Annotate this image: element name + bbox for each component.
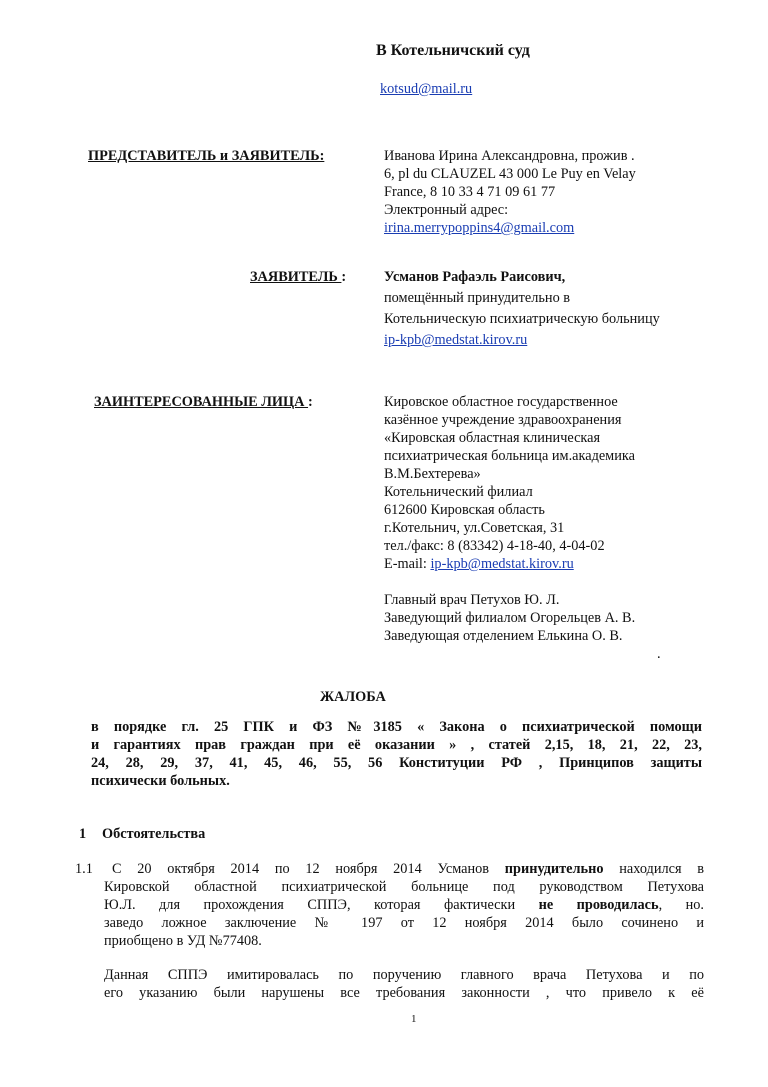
representative-line: France, 8 10 33 4 71 09 61 77 <box>384 184 556 200</box>
applicant-details <box>384 268 660 349</box>
interested-line: «Кировская областная клиническая <box>384 430 601 446</box>
applicant-line: помещённый принудительно в <box>384 290 571 306</box>
applicant-label: ЗАЯВИТЕЛЬ <box>250 269 342 285</box>
subtitle-line: в порядке гл. 25 ГПК и ФЗ №3185 « Закона о психиатрической помощи <box>91 719 702 735</box>
subtitle-line: и гарантиях прав граждан при её оказании » , статей 2,15, 18, 21, 22, 23, <box>91 737 702 753</box>
representative-line: Иванова Ирина Александровна, прожив . <box>384 148 635 164</box>
applicant-email-link[interactable]: ip-kpb@medstat.kirov.ru <box>384 332 528 348</box>
interested-details <box>384 393 635 645</box>
representative-line: 6, pl du CLAUZEL 43 000 Le Puy en Velay <box>384 166 636 182</box>
paragraph-number: 1.1 <box>75 861 93 877</box>
interested-line: психиатрическая больница им.академика <box>384 448 635 464</box>
emphasis-not-conducted: не проводилась <box>538 897 659 913</box>
applicant-name: Усманов Рафаэль Раисович, <box>384 269 566 285</box>
section-title: Обстоятельства <box>102 826 206 842</box>
interested-email-row <box>384 555 635 573</box>
staff-line: Главный врач Петухов Ю. Л. <box>384 592 560 608</box>
interested-label-row <box>94 393 313 411</box>
paragraph-1-2 <box>104 966 704 1002</box>
paragraph-line: заведо ложное заключение № 197 от 12 ноября 2014 было сочинено и <box>104 915 704 931</box>
interested-line: Кировское областное государственное <box>384 394 618 410</box>
paragraph-1-1 <box>104 860 704 950</box>
subtitle-line: психически больных. <box>91 773 230 789</box>
interested-email-link[interactable]: ip-kpb@medstat.kirov.ru <box>430 556 574 572</box>
interested-colon: : <box>308 394 313 410</box>
interested-line: тел./факс: 8 (83342) 4-18-40, 4-04-02 <box>384 538 605 554</box>
court-title: В Котельничский суд <box>376 42 530 59</box>
staff-line: Заведующая отделением Елькина О. В. <box>384 628 623 644</box>
court-email-link[interactable]: kotsud@mail.ru <box>380 81 473 97</box>
page-number: 1 <box>411 1013 417 1025</box>
complaint-title: ЖАЛОБА <box>320 689 386 705</box>
interested-label: ЗАИНТЕРЕСОВАННЫЕ ЛИЦА <box>94 394 309 410</box>
complaint-subtitle <box>91 718 702 790</box>
representative-details <box>384 147 636 237</box>
representative-label: ПРЕДСТАВИТЕЛЬ и ЗАЯВИТЕЛЬ: <box>88 148 325 164</box>
representative-email-link[interactable]: irina.merrypoppins4@gmail.com <box>384 220 575 236</box>
representative-line: Электронный адрес: <box>384 202 509 218</box>
staff-line: Заведующий филиалом Огорельцев А. В. <box>384 610 636 626</box>
emphasis-forced: принудительно <box>504 861 604 877</box>
paragraph-line: Данная СППЭ имитировалась по поручению главного врача Петухова и по <box>104 967 704 983</box>
applicant-line: Котельническую психиатрическую больницу <box>384 311 660 327</box>
paragraph-line: приобщено в УД №77408. <box>104 933 262 949</box>
paragraph-line: Кировской областной психиатрической больнице под руководством Петухова <box>104 879 704 895</box>
interested-line: Котельнический филиал <box>384 484 533 500</box>
interested-line: казённое учреждение здравоохранения <box>384 412 622 428</box>
applicant-label-row <box>250 268 346 286</box>
paragraph-line: С 20 октября 2014 по 12 ноября 2014 Усманов принудительно находился в <box>112 861 704 877</box>
section-number: 1 <box>79 826 87 842</box>
paragraph-line: его указанию были нарушены все требования законности , что привело к её <box>104 985 704 1001</box>
trailing-dot: . <box>657 646 661 662</box>
applicant-colon: : <box>341 269 347 285</box>
subtitle-line: 24, 28, 29, 37, 41, 45, 46, 55, 56 Конституции РФ , Принципов защиты <box>91 755 702 771</box>
interested-line: г.Котельнич, ул.Советская, 31 <box>384 520 565 536</box>
interested-line: 612600 Кировская область <box>384 502 545 518</box>
paragraph-line: Ю.Л. для прохождения СППЭ, которая фактически не проводилась, но. <box>104 897 705 913</box>
interested-email-prefix: E-mail: <box>384 556 431 572</box>
interested-line: В.М.Бехтерева» <box>384 466 481 482</box>
